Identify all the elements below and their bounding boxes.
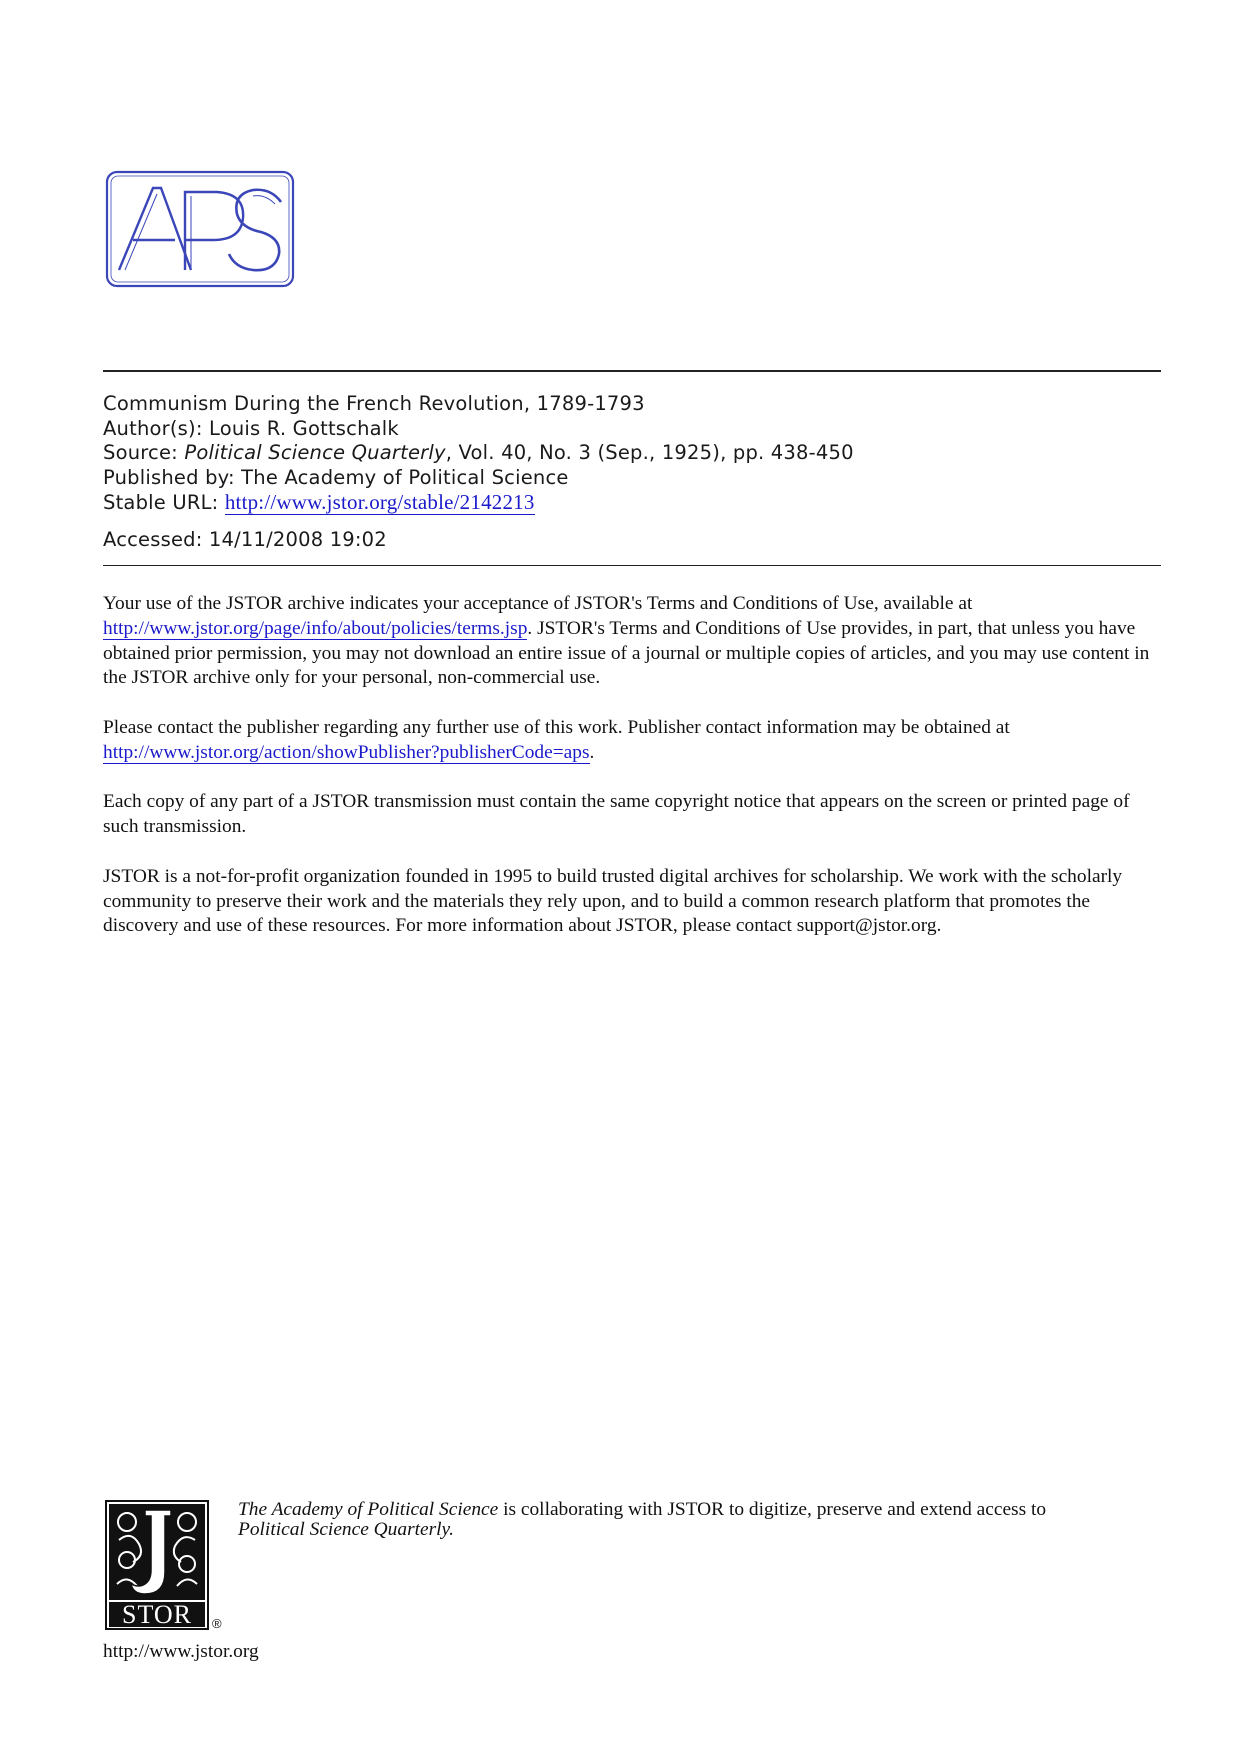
- terms-of-use-link[interactable]: http://www.jstor.org/page/info/about/policies/terms.jsp: [103, 617, 528, 639]
- journal-name: Political Science Quarterly: [184, 441, 446, 464]
- published-line: [103, 466, 854, 491]
- jstor-logo: [105, 1500, 209, 1630]
- publisher-value: The Academy of Political Science: [241, 465, 569, 489]
- top-rule: [103, 370, 1161, 372]
- middle-rule: [103, 565, 1161, 566]
- stable-url-link[interactable]: http://www.jstor.org/stable/2142213: [224, 490, 535, 514]
- accessed-label: Accessed:: [103, 528, 203, 551]
- collab-publisher: The Academy of Political Science: [238, 1499, 499, 1520]
- registered-mark: ®: [212, 1616, 222, 1631]
- publisher-contact-link[interactable]: http://www.jstor.org/action/showPublisher?publisherCode=aps: [103, 741, 590, 763]
- terms-section: [103, 592, 1163, 964]
- stable-url-label: Stable URL:: [103, 491, 219, 514]
- stable-url-line: [103, 490, 854, 515]
- citation-block: [103, 392, 854, 515]
- authors-line: [103, 417, 854, 442]
- source-label: Source:: [103, 441, 178, 464]
- jstor-url[interactable]: http://www.jstor.org: [103, 1641, 259, 1662]
- source-line: [103, 441, 854, 466]
- terms-paragraph-3: Each copy of any part of a JSTOR transmission must contain the same copyright notice that appears on the screen or printed page of such transmission.: [103, 791, 1130, 838]
- terms-p2-period: .: [589, 741, 595, 763]
- terms-paragraph-4: JSTOR is a not-for-profit organization founded in 1995 to build trusted digital archives for scholarship. We work with the scholarly community to preserve their work and the materials they rely upon, and to build a common research platform that promotes the discovery and use of these resources. For more information about JSTOR, please contact support@jstor.org.: [103, 865, 1123, 937]
- accessed-value: 14/11/2008 19:02: [208, 528, 387, 551]
- terms-paragraph-2: [103, 716, 1163, 766]
- collaboration-note: [238, 1500, 1138, 1539]
- article-title-text: Communism During the French Revolution, 1789-1793: [103, 392, 645, 415]
- source-details: , Vol. 40, No. 3 (Sep., 1925), pp. 438-450: [445, 441, 854, 464]
- authors-value: Louis R. Gottschalk: [209, 416, 399, 440]
- terms-p1-continued: . JSTOR's Terms and Conditions of Use provides, in part, that unless you have obtained prior permission, you may not download an entire issue of a journal or multiple copies of articles, and you may use content in the JSTOR archive only for your personal, non-commercial use.: [103, 617, 1150, 689]
- collab-text: is collaborating with JSTOR to digitize, preserve and extend access to: [498, 1499, 1047, 1520]
- svg-text:STOR: STOR: [122, 1600, 192, 1629]
- terms-p1-text: Your use of the JSTOR archive indicates your acceptance of JSTOR's Terms and Conditions of Use, available at: [103, 593, 973, 614]
- collab-journal: Political Science Quarterly.: [238, 1518, 454, 1540]
- terms-paragraph-1: [103, 592, 1163, 691]
- authors-label: Author(s):: [103, 416, 203, 440]
- published-label: Published by:: [103, 465, 235, 489]
- terms-p2-text: Please contact the publisher regarding any further use of this work. Publisher contact information may be obtained at: [103, 716, 1010, 738]
- accessed-line: [103, 528, 387, 551]
- article-title: [103, 392, 854, 417]
- aps-logo: [105, 170, 295, 288]
